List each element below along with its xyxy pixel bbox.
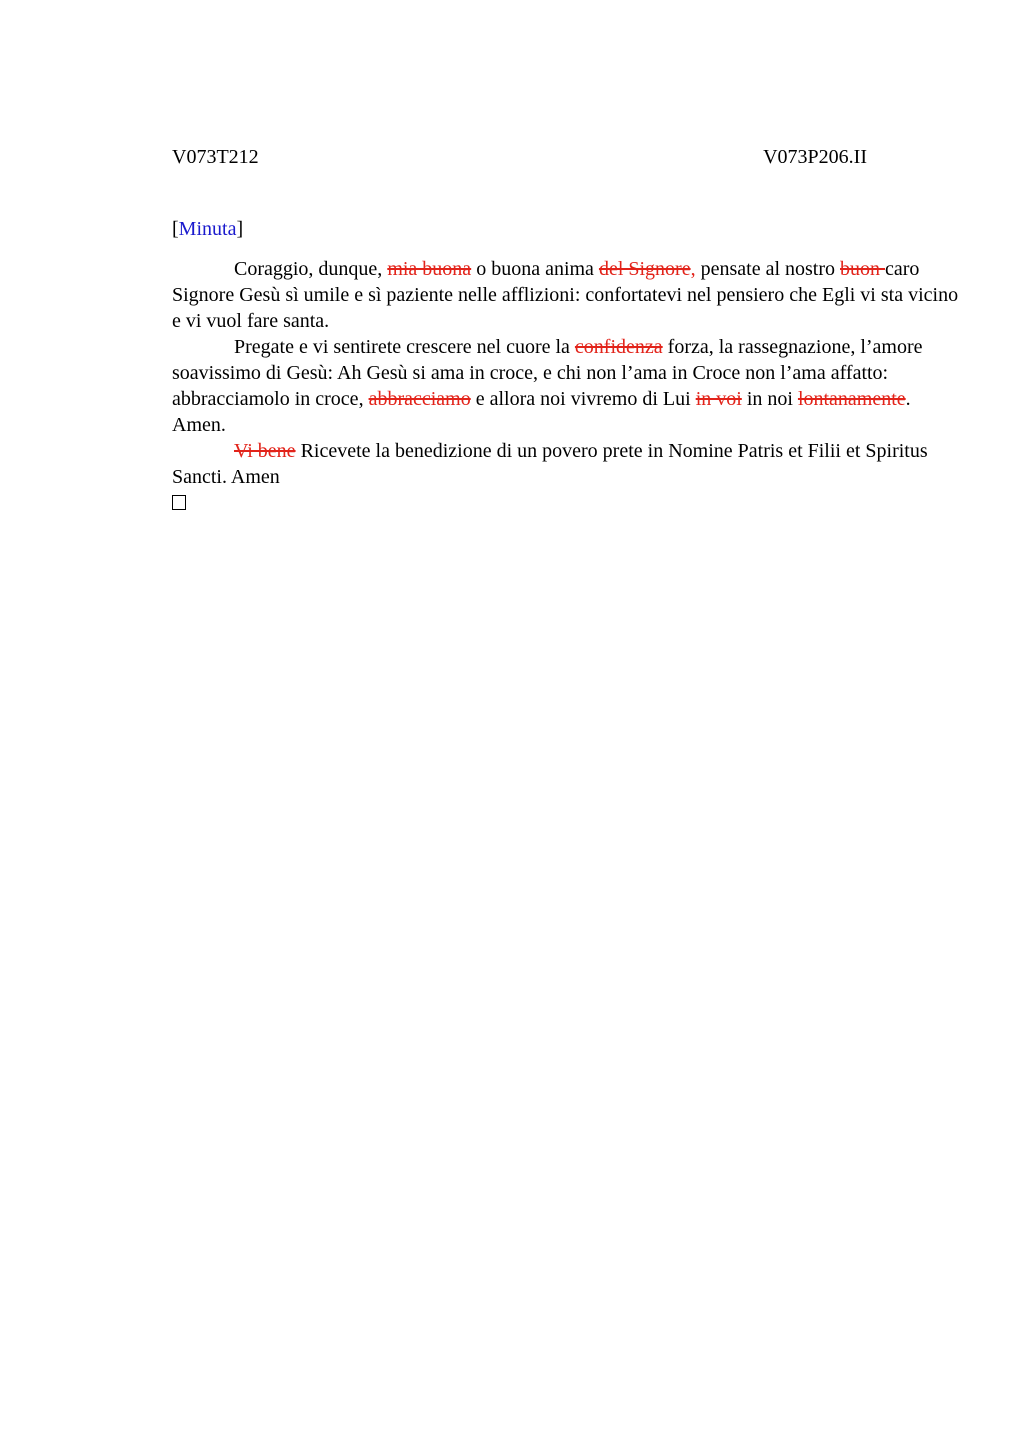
bracket-close: ]	[236, 218, 244, 240]
deleted-text-run: Vi bene	[234, 440, 296, 462]
text-run: pensate al nostro	[695, 258, 840, 280]
empty-box-glyph	[172, 495, 186, 510]
letter-body	[172, 256, 967, 516]
deleted-text-run: confidenza	[574, 336, 663, 358]
paragraph	[172, 334, 967, 438]
deleted-text-run: in voi	[695, 388, 742, 410]
text-run: Coraggio, dunque,	[234, 258, 388, 280]
placeholder-line	[172, 490, 967, 516]
document-header	[172, 144, 867, 170]
text-run: Ricevete la benedizione di un povero prete in Nomine Patris et Filii et Spiritus Sancti. Amen	[172, 440, 928, 488]
text-run: forza, la rassegnazione, l’amore soavissimo di Gesù: Ah Gesù si ama in croce, e chi non l’ama in Croce non l’ama affatto: abbracciamolo in croce,	[172, 336, 923, 410]
bracket-open: [	[172, 218, 179, 240]
deleted-text-run: lontanamente	[797, 388, 906, 410]
deleted-text-run: abbracciamo	[368, 388, 471, 410]
text-run: caro Signore Gesù sì umile e sì paziente nelle afflizioni: confortatevi nel pensiero che Egli vi sta vicino e vi vuol fare santa.	[172, 258, 959, 332]
deleted-text-run: buon	[840, 258, 885, 280]
document-code-right: V073P206.II	[763, 146, 867, 168]
text-run: in noi	[741, 388, 798, 410]
paragraph	[172, 438, 967, 490]
text-run: Pregate e vi sentirete crescere nel cuore la	[234, 336, 575, 358]
paragraph	[172, 256, 967, 334]
text-run: . Amen.	[172, 388, 911, 436]
minuta-link[interactable]: Minuta	[178, 218, 237, 240]
deleted-text-run: mia buona	[387, 258, 472, 280]
text-run: e allora noi vivremo di Lui	[470, 388, 696, 410]
red-text-run: ,	[690, 258, 696, 280]
deleted-text-run: del Signore	[598, 258, 691, 280]
document-code-left: V073T212	[172, 146, 259, 168]
text-run: o buona anima	[471, 258, 599, 280]
minuta-annotation	[172, 216, 243, 242]
